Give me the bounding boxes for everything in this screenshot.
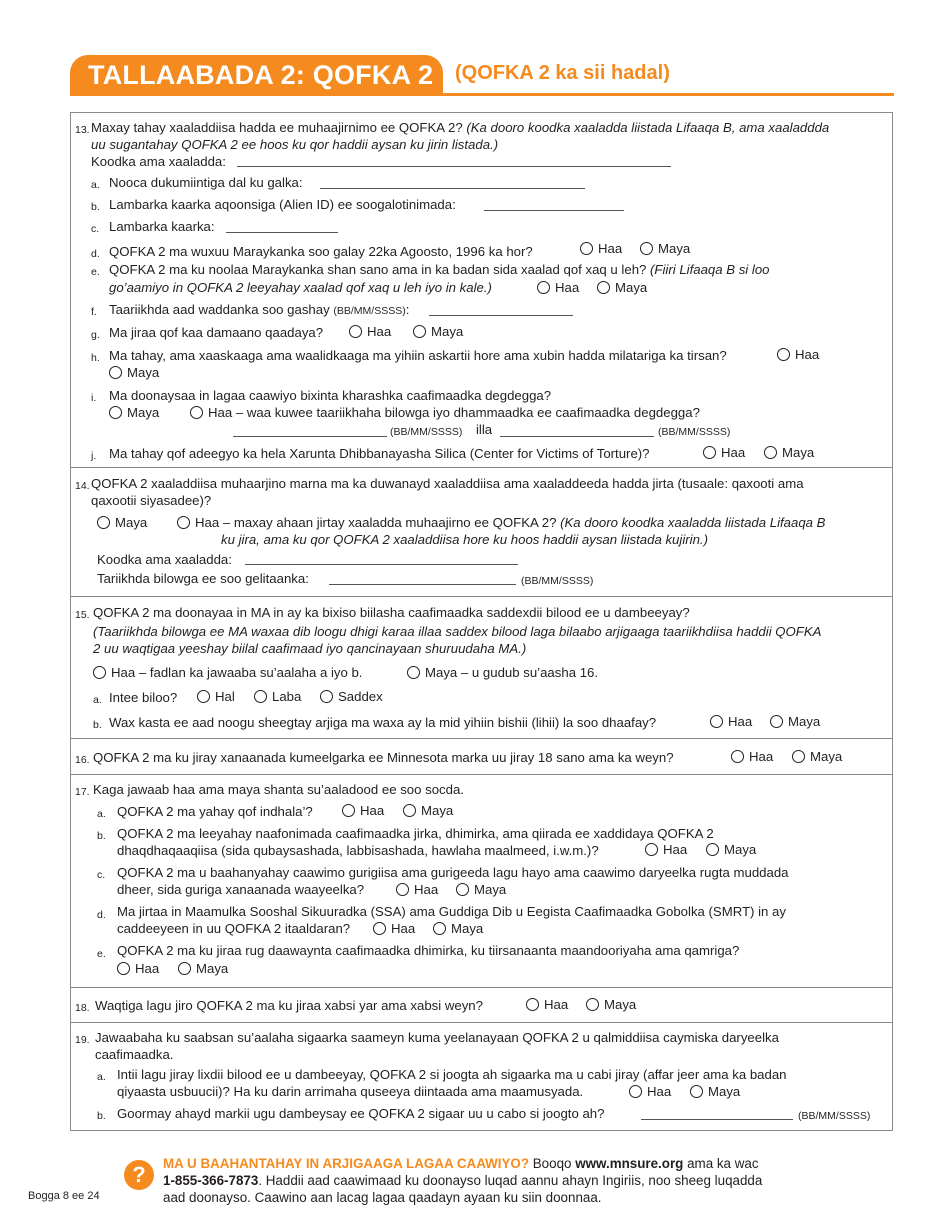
q13d-text: QOFKA 2 ma wuxuu Maraykanka soo galay 22ka Agoosto, 1996 ka hor? [109,244,533,259]
q16-number: 16. [75,754,90,766]
q15a-option-3-label: Saddex [338,689,383,704]
q15a-option-2[interactable] [254,688,301,705]
q17e-no-option[interactable] [178,960,228,977]
q13h-no-label: Maya [127,365,160,380]
help-highlight: MA U BAAHANTAHAY IN ARJIGAAGA LAGAA CAAWIYO? [163,1156,530,1171]
q15b-letter: b. [93,719,102,731]
help-line-1 [163,1155,759,1172]
q17d-yes-option[interactable] [373,920,415,937]
q13-code-field[interactable] [237,166,671,167]
q16-no-option[interactable] [792,748,842,765]
q16-no-label: Maya [810,749,843,764]
help-line-2-text: . Haddii aad caawimaad ku doonayso luqad aannu ahayn Ingiriis, noo sheeg luqadda [258,1173,763,1188]
q17-number: 17. [75,786,90,798]
radio-icon[interactable] [396,883,409,896]
q13i-yes-label: Haa – waa kuwee taariikhaha bilowga iyo dhammaadka ee caafimaadka degdegga? [208,405,700,420]
q13i-no-label: Maya [127,405,160,420]
q17a-yes-label: Haa [360,803,385,818]
q19a-no-option[interactable] [690,1083,740,1100]
radio-icon[interactable] [342,804,355,817]
q13e-question: QOFKA 2 ma ku noolaa Maraykanka shan sano ama in ka badan sida xaalad qof xaq u leh? [109,262,647,277]
q18-no-label: Maya [604,997,637,1012]
q15b-yes-label: Haa [728,714,753,729]
help-phone[interactable]: 1-855-366-7873 [163,1173,259,1188]
q19b-date-field[interactable] [641,1119,793,1120]
q18-yes-label: Haa [544,997,569,1012]
radio-icon[interactable] [731,750,744,763]
q17c-text2: dheer, sida guriga xanaanada waayeelka? [117,882,365,897]
q17d-no-label: Maya [451,921,484,936]
q13g-no-option[interactable] [413,323,463,340]
q14-code-field[interactable] [245,564,518,565]
q14-date-label: Tariikhda bilowga ee soo gelitaanka: [97,571,309,586]
q13j-no-label: Maya [782,445,815,460]
radio-icon[interactable] [97,516,110,529]
q17a-no-option[interactable] [403,802,453,819]
q17b-letter: b. [97,830,106,842]
q14-yes-label: Haa – maxay ahaan jirtay xaaladda muhaajirno ee QOFKA 2? [195,515,557,530]
radio-icon[interactable] [373,922,386,935]
q17c-yes-option[interactable] [396,881,438,898]
radio-icon[interactable] [770,715,783,728]
q13d-yes-label: Haa [598,241,623,256]
q14-code-label: Koodka ama xaaladda: [97,552,232,567]
q19a-text2: qiyaasta usbuucii)? Ha ku darin arrimaha quseeya diintaada ama maamusyada. [117,1084,584,1099]
radio-icon[interactable] [190,406,203,419]
q14-no-label: Maya [115,515,148,530]
q13h-yes-option[interactable] [777,346,819,363]
q17-text: Kaga jawaab haa ama maya shanta su’aaladood ee soo socda. [93,782,464,797]
q19-text1: Jawaabaha ku saabsan su’aalaha sigaarka saameyn kuma yeelanayaan QOFKA 2 u qalmiddiisa caymiska daryeelka [95,1030,779,1045]
q19a-yes-label: Haa [647,1084,672,1099]
q15b-text: Wax kasta ee aad noogu sheegtay arjiga ma waxa ay la mid yihiin bishii (lihii) la soo dhaafay? [109,715,657,730]
q16-yes-label: Haa [749,749,774,764]
radio-icon[interactable] [764,446,777,459]
header-rule [70,93,894,96]
q13c-letter: c. [91,223,100,235]
radio-icon[interactable] [526,998,539,1011]
q13f-date-format: (BB/MM/SSSS) [333,305,406,317]
radio-icon[interactable] [197,690,210,703]
q13i-no-option[interactable] [109,404,159,421]
q17a-yes-option[interactable] [342,802,384,819]
q15-number: 15. [75,609,90,621]
q13e-note1: (Fiiri Lifaaqa B si loo [650,262,770,277]
radio-icon[interactable] [792,750,805,763]
q19-number: 19. [75,1034,90,1046]
q13b-field[interactable] [484,210,624,211]
q17b-yes-option[interactable] [645,841,687,858]
q17c-text1: QOFKA 2 ma u baahanyahay caawimo gurigiisa ama gurigeeda lagu hayo ama caawimo daryeelka rugta muddada [117,865,789,880]
help-visit: Booqo [532,1156,572,1171]
q15-no-option[interactable] [407,664,598,681]
q17b-yes-label: Haa [663,842,688,857]
section-title: TALLAABADA 2: QOFKA 2 [88,60,434,90]
section-subtitle: (QOFKA 2 ka sii hadal) [455,62,670,84]
q13f-question: Taariikhda aad waddanka soo gashay [109,302,330,317]
q17b-text2: dhaqdhaqaaqiisa (sida qubaysashada, labbisashada, hawlaha maalmeed, i.w.m.)? [117,843,599,858]
radio-icon[interactable] [777,348,790,361]
q13-number: 13. [75,124,90,136]
radio-icon[interactable] [407,666,420,679]
q13d-no-label: Maya [658,241,691,256]
q18-yes-option[interactable] [526,996,568,1013]
q13i-text: Ma doonaysaa in lagaa caawiyo bixinta kharashka caafimaadka degdegga? [109,388,552,403]
q19a-text1: Intii lagu jiray lixdii bilood ee u dambeeyay, QOFKA 2 si joogta ah sigaarka ma u cabi jiray (affar jeer ama ka badan [117,1067,787,1082]
q14-date-format: (BB/MM/SSSS) [521,575,594,587]
q17a-letter: a. [97,808,106,820]
q18-number: 18. [75,1002,90,1014]
q13b-letter: b. [91,201,100,213]
radio-icon[interactable] [537,281,550,294]
radio-icon[interactable] [580,242,593,255]
q19-text2: caafimaadka. [95,1047,174,1062]
q13h-letter: h. [91,352,100,364]
radio-icon[interactable] [413,325,426,338]
q17b-text1: QOFKA 2 ma leeyahay naafonimada caafimaadka jirka, dhimirka, ama qiirada ee xaddidaya QOFKA 2 [117,826,714,841]
q18-text: Waqtiga lagu jiro QOFKA 2 ma ku jiraa xabsi yar ama xabsi weyn? [95,998,483,1013]
q13f-field[interactable] [429,315,573,316]
radio-icon[interactable] [645,843,658,856]
q13c-text: Lambarka kaarka: [109,219,215,234]
q13-note1: (Ka dooro koodka xaaladda liistada Lifaaqa B, ama xaaladdda [466,120,830,135]
q13g-no-label: Maya [431,324,464,339]
q15b-no-label: Maya [788,714,821,729]
q15a-text: Intee biloo? [109,690,178,705]
q13i-start-date-field[interactable] [233,436,387,437]
q17a-text: QOFKA 2 ma yahay qof indhala’? [117,804,313,819]
q17d-no-option[interactable] [433,920,483,937]
radio-icon[interactable] [433,922,446,935]
q17b-no-label: Maya [724,842,757,857]
q17b-no-option[interactable] [706,841,756,858]
q13g-yes-option[interactable] [349,323,391,340]
q13g-yes-label: Haa [367,324,392,339]
q13a-text: Nooca dukumiintiga dal ku galka: [109,175,303,190]
q14-text2: qaxootii siyasadee)? [91,493,212,508]
q13i-yes-option[interactable] [190,404,700,421]
q13e-no-option[interactable] [597,279,647,296]
radio-icon[interactable] [703,446,716,459]
radio-icon[interactable] [254,690,267,703]
q13-note2: uu sugantahay QOFKA 2 ee hoos ku qor haddii aysan ku jirin listada.) [91,137,499,152]
q15-text: QOFKA 2 ma doonayaa in MA in ay ka bixiso biilasha caafimaadka saddexdii bilood ee u dambeeyay? [93,605,690,620]
q13e-text [109,261,770,278]
q13d-letter: d. [91,248,100,260]
radio-icon[interactable] [320,690,333,703]
radio-icon[interactable] [690,1085,703,1098]
q17e-yes-label: Haa [135,961,160,976]
q13h-text: Ma tahay, ama xaaskaaga ama waalidkaaga ma yihiin askartii hore ama xubin hadda milatariga ka tirsan? [109,348,727,363]
q15-note2: 2 uu waqtigaa yeeshay biilal caafimaad iyo qancinayaan shuruudaha MA.) [93,641,527,656]
q13e-yes-label: Haa [555,280,580,295]
q14-text1: QOFKA 2 xaaladdiisa muhaarjino marna ma ka duwanayd xaaladdiisa ama xaaladdeeda hadda jirta (tusaale: qaxooti ama [91,476,804,491]
q15b-yes-option[interactable] [710,713,752,730]
radio-icon[interactable] [109,366,122,379]
q17e-letter: e. [97,948,106,960]
q17d-text1: Ma jirtaa in Maamulka Sooshal Sikuuradka (SSA) ama Guddiga Dib u Eegista Caafimaadka Gobolka (SMRT) in ay [117,904,786,919]
q13j-letter: j. [91,450,97,462]
q13-question: Maxay tahay xaaladdiisa hadda ee muhaajirnimo ee QOFKA 2? [91,120,463,135]
q15a-option-1-label: Hal [215,689,235,704]
q13b-text: Lambarka kaarka aqoonsiga (Alien ID) ee soogalotinimada: [109,197,456,212]
help-or-call: ama ka wac [687,1156,759,1171]
radio-icon[interactable] [629,1085,642,1098]
radio-icon[interactable] [597,281,610,294]
q13e-yes-option[interactable] [537,279,579,296]
q13j-no-option[interactable] [764,444,814,461]
q13-text [91,119,829,136]
q19a-letter: a. [97,1071,106,1083]
page-number: Bogga 8 ee 24 [28,1190,100,1202]
q17c-no-label: Maya [474,882,507,897]
q19a-no-label: Maya [708,1084,741,1099]
q16-text: QOFKA 2 ma ku jiray xanaanada kumeelgarka ee Minnesota marka uu jiray 18 sano ama ka weyn? [93,750,674,765]
q13e-no-label: Maya [615,280,648,295]
q17d-letter: d. [97,909,106,921]
radio-icon[interactable] [109,406,122,419]
q13i-start-format: (BB/MM/SSSS) [390,426,463,438]
q19b-text: Goormay ahayd markii ugu dambeysay ee QOFKA 2 sigaar uu u cabo si joogto ah? [117,1106,605,1121]
question-icon: ? [124,1160,154,1190]
q13-code-label: Koodka ama xaaladda: [91,154,226,169]
radio-icon[interactable] [586,998,599,1011]
q13d-no-option[interactable] [640,240,690,257]
q13f-letter: f. [91,306,97,318]
q18-no-option[interactable] [586,996,636,1013]
help-line-3: aad doonayso. Caawino aan lacag lagaa qaadayn ayaan ku siin doonnaa. [163,1190,602,1205]
q13h-yes-label: Haa [795,347,820,362]
q17d-yes-label: Haa [391,921,416,936]
q15-yes-option[interactable] [93,664,362,681]
radio-icon[interactable] [640,242,653,255]
q15a-option-2-label: Laba [272,689,302,704]
q15-yes-label: Haa – fadlan ka jawaaba su’aalaha a iyo b. [111,665,363,680]
q16-yes-option[interactable] [731,748,773,765]
radio-icon[interactable] [178,962,191,975]
q17c-no-option[interactable] [456,881,506,898]
q13c-field[interactable] [226,232,338,233]
radio-icon[interactable] [177,516,190,529]
q13g-letter: g. [91,329,100,341]
q17a-no-label: Maya [421,803,454,818]
help-line-2 [163,1172,762,1189]
q17c-yes-label: Haa [414,882,439,897]
q13h-no-option[interactable] [109,364,159,381]
q13a-letter: a. [91,179,100,191]
q13i-end-format: (BB/MM/SSSS) [658,426,731,438]
q15a-option-1[interactable] [197,688,235,705]
radio-icon[interactable] [93,666,106,679]
q13e-note2: go’aamiyo in QOFKA 2 leeyahay xaalad qof xaq u leh iyo in kale.) [109,280,492,295]
q14-note1: (Ka dooro koodka xaaladda liistada Lifaaqa B [560,515,826,530]
q13j-yes-label: Haa [721,445,746,460]
q14-number: 14. [75,480,90,492]
q13a-field[interactable] [320,188,585,189]
radio-icon[interactable] [117,962,130,975]
q17e-text: QOFKA 2 ma ku jiraa rug daawaynta caafimaadka dhimirka, ku tiirsanaanta maandooriyaha ama qamriga? [117,943,740,958]
q14-note2: ku jira, ama ku qor QOFKA 2 xaaladdiisa hore ku hoos haddii aysan liistada kujirin.) [221,532,708,547]
q17e-yes-option[interactable] [117,960,159,977]
q13i-and: illa [476,422,493,437]
q13e-letter: e. [91,266,100,278]
radio-icon[interactable] [710,715,723,728]
q13j-yes-option[interactable] [703,444,745,461]
q19b-date-format: (BB/MM/SSSS) [798,1110,871,1122]
q19a-yes-option[interactable] [629,1083,671,1100]
section-header-tab [70,55,443,95]
q15a-option-3[interactable] [320,688,383,705]
q14-yes-option[interactable] [177,514,825,531]
q13i-letter: i. [91,392,97,404]
q17d-text2: caddeeyeen in uu QOFKA 2 itaaldaran? [117,921,351,936]
q14-date-field[interactable] [329,584,516,585]
q13i-end-date-field[interactable] [500,436,654,437]
radio-icon[interactable] [706,843,719,856]
q13f-text: Taariikhda aad waddanka soo gashay (BB/MM/SSSS): [109,302,410,317]
help-website-link[interactable]: www.mnsure.org [575,1156,684,1171]
radio-icon[interactable] [456,883,469,896]
q15-no-label: Maya – u gudub su’aasha 16. [425,665,599,680]
q15b-no-option[interactable] [770,713,820,730]
q14-no-option[interactable] [97,514,147,531]
q19b-letter: b. [97,1110,106,1122]
q13g-text: Ma jiraa qof kaa damaano qaadaya? [109,325,324,340]
q15-note1: (Taariikhda bilowga ee MA waxaa dib loogu dhigi karaa illaa saddex bilood laga bilaabo arjigaaga taariikhdiisa haddii QOFKA [93,624,822,639]
radio-icon[interactable] [349,325,362,338]
q17c-letter: c. [97,869,106,881]
q13j-text: Ma tahay qof adeegyo ka hela Xarunta Dhibbanayasha Silica (Center for Victims of Torture)? [109,446,650,461]
radio-icon[interactable] [403,804,416,817]
q13d-yes-option[interactable] [580,240,622,257]
q15a-letter: a. [93,694,102,706]
q17e-no-label: Maya [196,961,229,976]
